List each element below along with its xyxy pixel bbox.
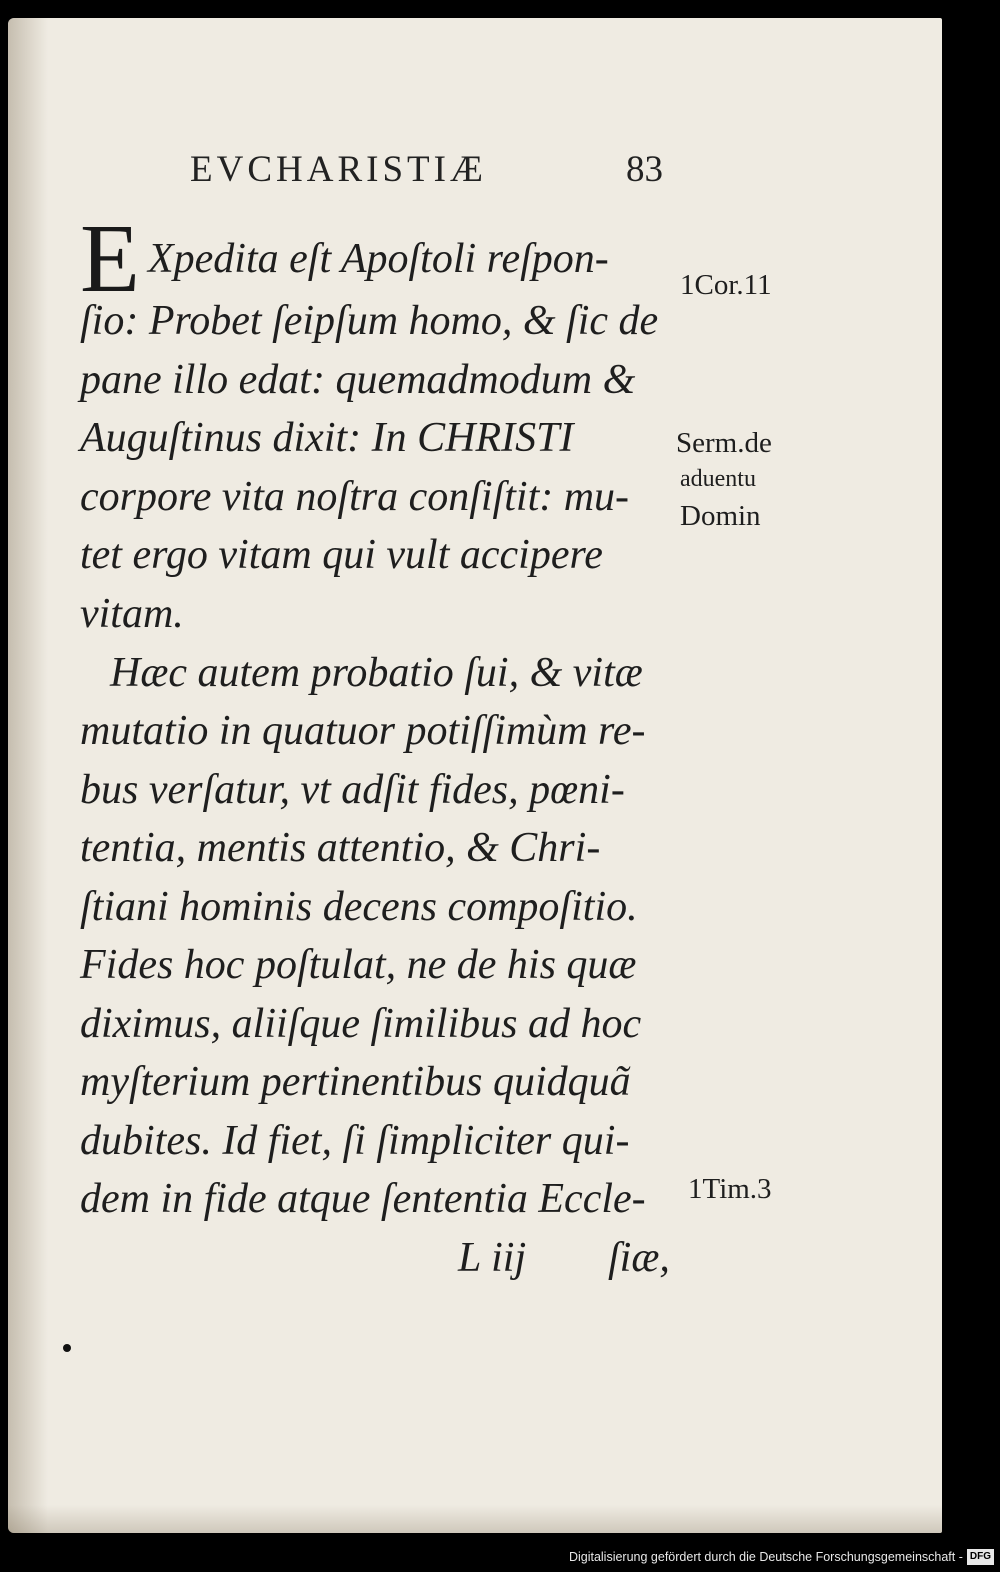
margin-note-serm-1: Serm.de [676,427,772,459]
text-line: tet ergo vitam qui vult accipere [80,532,603,578]
page-header [8,148,942,198]
book-page [8,18,942,1533]
ink-spot [63,1344,71,1352]
text-line: corpore vita noſtra conſiſtit: mu- [80,474,630,520]
text-line: diximus, aliiſque ſimilibus ad hoc [80,1001,642,1047]
text-line: Xpedita eſt Apoſtoli reſpon- [148,236,609,282]
text-line: pane illo edat: quemadmodum & [80,357,636,403]
text-line: mutatio in quatuor potiſſimùm re- [80,708,646,754]
text-line: Fides hoc poſtulat, ne de his quæ [80,942,637,988]
funding-credit: Digitalisierung gefördert durch die Deutsche Forschungsgemeinschaft - [568,1550,963,1564]
text-line: ſio: Probet ſeipſum homo, & ſic de [80,298,659,344]
signature-mark: L iij [458,1235,527,1281]
text-line: Hæc autem probatio ſui, & vitæ [110,650,643,696]
margin-note-serm-2: aduentu [680,466,756,492]
text-line: bus verſatur, vt adſit fides, pœni- [80,767,625,813]
text-line: vitam. [80,591,184,637]
drop-cap: E [80,205,140,313]
dfg-logo: DFG [967,1549,994,1565]
running-title: EVCHARISTIÆ [190,149,487,190]
text-line: Auguſtinus dixit: In CHRISTI [80,415,574,461]
catchword: ſiæ, [608,1235,670,1281]
page-number: 83 [626,149,663,190]
margin-note-cor: 1Cor.11 [680,269,772,301]
text-line: dem in fide atque ſententia Eccle- [80,1176,646,1222]
digitization-footer [569,1546,994,1568]
text-line: tentia, mentis attentio, & Chri- [80,825,601,871]
text-line: ſtiani hominis decens compoſitio. [80,884,638,930]
margin-note-tim: 1Tim.3 [688,1173,772,1205]
margin-note-serm-3: Domin [680,500,761,532]
text-line: myſterium pertinentibus quidquã [80,1059,631,1105]
text-line: dubites. Id fiet, ſi ſimpliciter qui- [80,1118,630,1164]
